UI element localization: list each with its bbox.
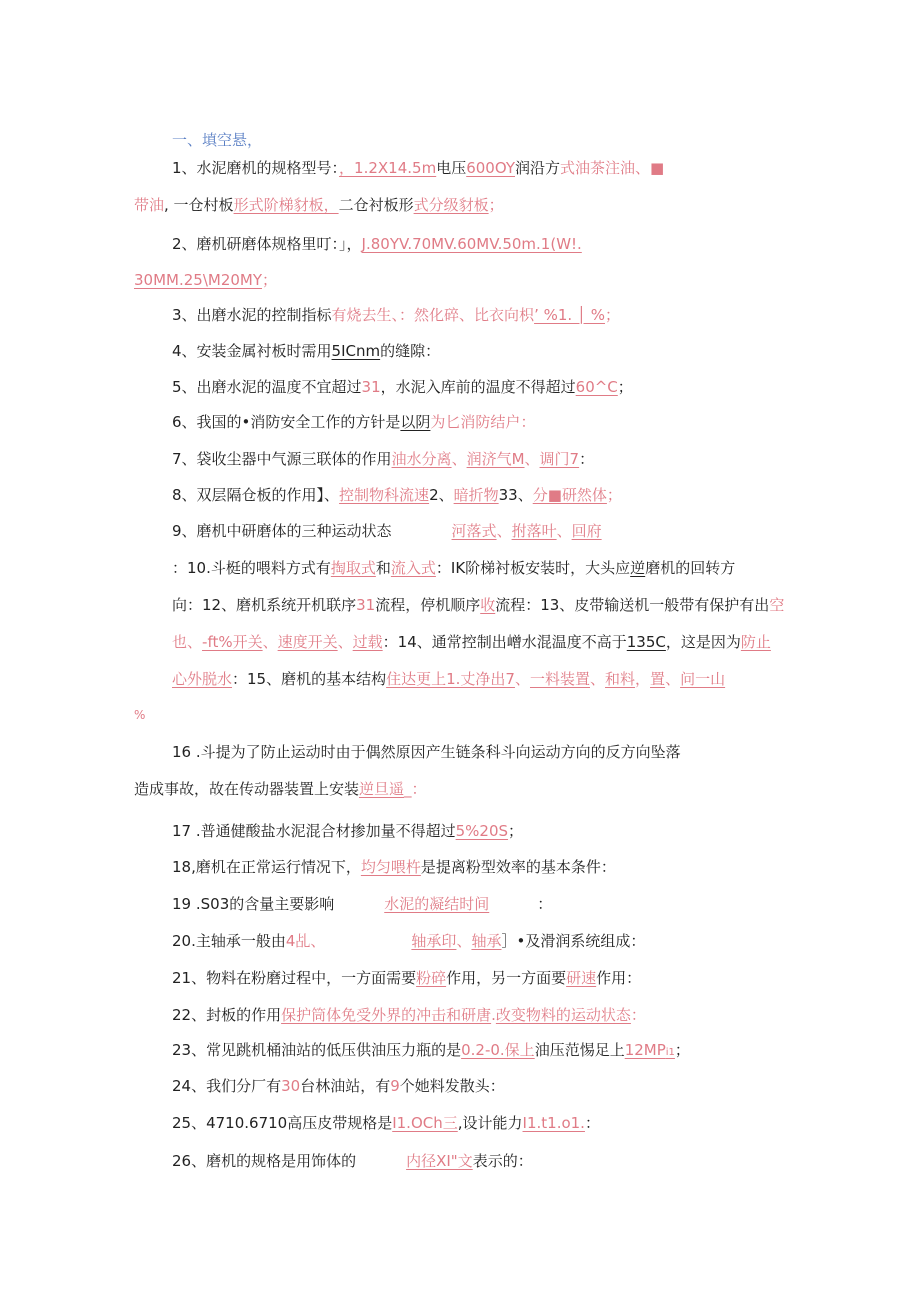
question-1-continued: 带油, 一仓村板形式阶梯豺板，二仓衬板形式分级豺板；	[134, 196, 504, 214]
question-16: 16 .斗提为了防止运动时由于偶然原因产生链条科斗向运动方向的反方向坠落	[172, 743, 681, 761]
question-16-continued: 造成事故，故在传动器装置上安装逆旦遥_：	[134, 780, 427, 798]
question-10-11: ：10.斗梃的喂料方式有掏取式和流入式：IK阶梯衬板安装时，大头应逆磨机的回转方	[172, 559, 736, 577]
question-1: 1、水泥磨机的规格型号：，1.2X14.5m电压600OY润沿方式油茶注油、■	[172, 159, 665, 177]
heading-text: 一、填空悬，	[172, 131, 263, 149]
question-15: 心外脱水：15、磨机的基本结构住达更上1.丈净出7、一料装置、和料，置、问一山	[172, 670, 726, 688]
question-12-13: 向：12、磨机系统开机联序31流程，停机顺序收流程：13、皮带输送机一般带有保护有出空	[172, 596, 785, 614]
question-19: 19 .S03的含量主要影响 水泥的凝结时间 ：	[172, 895, 553, 913]
question-23: 23、常见跳机桶油站的低压供油压力瓶的是0.2-0.保上油压范惕足上12MPi1；	[172, 1041, 690, 1059]
question-20: 20.主轴承一般由4乩、 轴承印、轴承］•及滑润系统组成：	[172, 932, 646, 950]
question-3: 3、出磨水泥的控制指标有烧去生、：然化碎、比衣向枳’ %1. │ %；	[172, 306, 620, 324]
question-2: 2、磨机研磨体规格里叮：」，J.80YV.70MV.60MV.50m.1(W!.	[172, 235, 582, 253]
question-15-continued: %	[134, 708, 146, 722]
question-6: 6、我国的•消防安全工作的方针是以阴为匕消防结户：	[172, 413, 536, 431]
question-8: 8、双层隔仓板的作用】、控制物科流速2、暗折物33、分■研然体；	[172, 486, 622, 504]
question-25: 25、4710.6710高压皮带规格是I1.OCh三,设计能力I1.t1.o1.：	[172, 1114, 600, 1132]
question-13-14: 也、-ft%开关、速度开关、过载：14、通常控制出嶒水混温度不高于135C，这是因为防止	[172, 633, 771, 651]
question-18: 18,磨机在正常运行情况下，均匀喂杵是提离粉型效率的基本条件：	[172, 858, 616, 876]
question-26: 26、磨机的规格是用饰体的 内径XI"文表示的：	[172, 1152, 533, 1170]
question-21: 21、物料在粉磨过程中，一方面需要粉碎作用，另一方面要研速作用：	[172, 969, 642, 987]
question-2-continued: 30MM.25\M20MY；	[134, 271, 278, 289]
question-22: 22、封板的作用保护筒体免受外界的冲击和研唐.改变物料的运动状态：	[172, 1006, 646, 1024]
section-heading	[172, 130, 262, 150]
question-5: 5、出磨水泥的温度不宜超过31，水泥入库前的温度不得超过60^C；	[172, 378, 633, 396]
question-4: 4、安装金属衬板时需用5ICnm的缝隙：	[172, 342, 441, 360]
question-9: 9、磨机中研磨体的三种运动状态 河落式、拊落叶、回府	[172, 522, 602, 540]
question-17: 17 .普通健酸盐水泥混合材掺加量不得超过5%20S；	[172, 822, 524, 840]
question-24: 24、我们分厂有30台林油站，有9个她料发散头：	[172, 1077, 505, 1095]
question-7: 7、袋收尘器中气源三联体的作用油水分离、润济气M、调门7：	[172, 450, 595, 468]
